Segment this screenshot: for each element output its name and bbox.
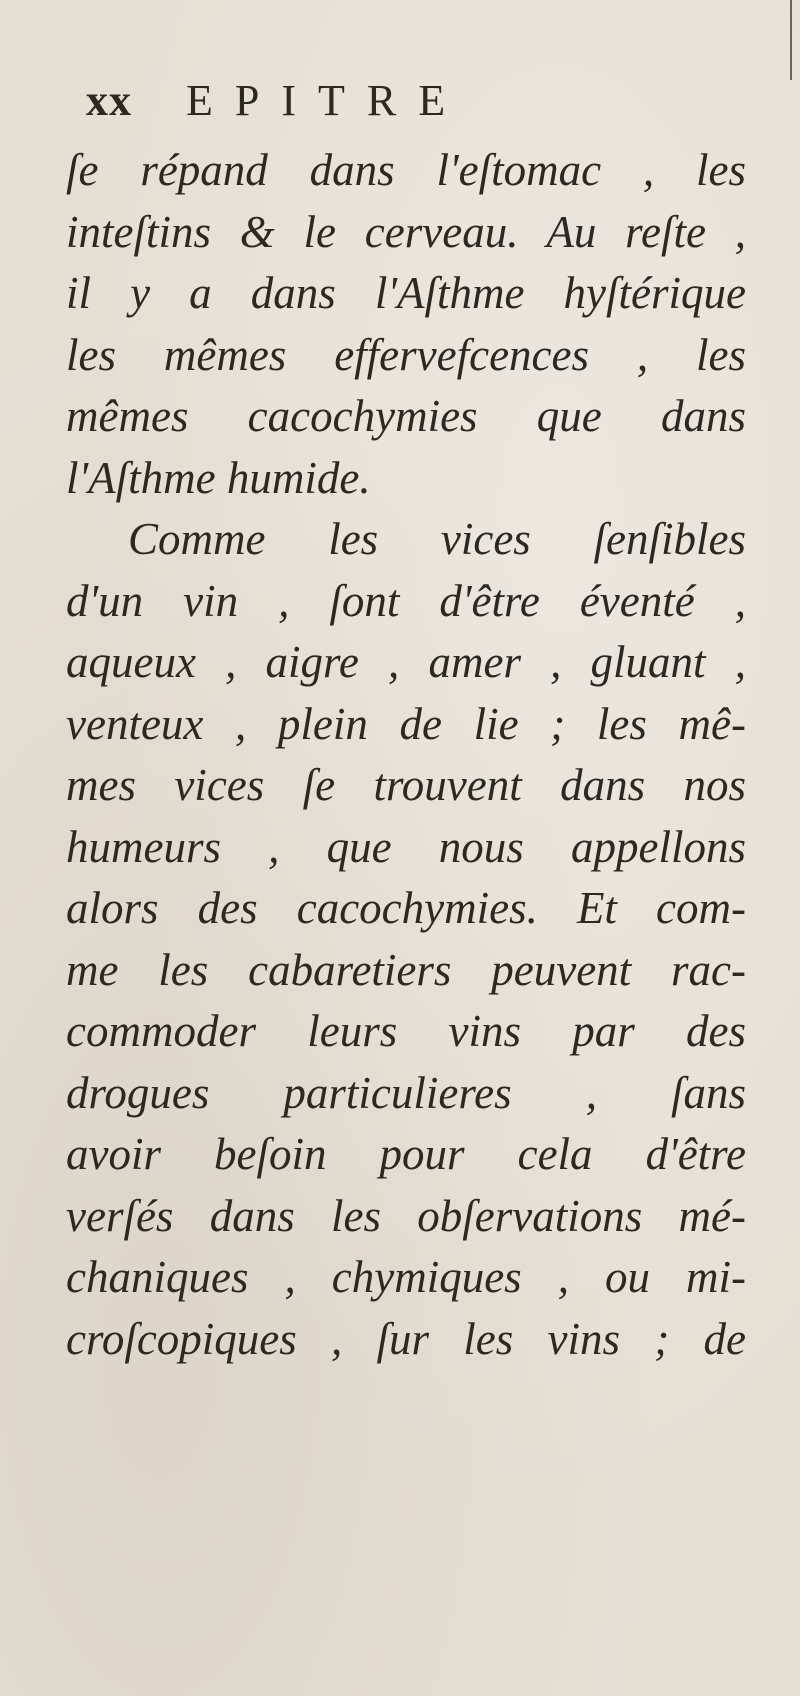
text-line: aqueux , aigre , amer , gluant , (66, 637, 746, 687)
text-line: mêmes cacochymies que dans (66, 391, 746, 441)
text-line: ſe répand dans l'eſtomac , les (66, 145, 746, 195)
text-line: verſés dans les obſervations mé- (66, 1190, 746, 1241)
page-header (86, 75, 686, 135)
text-line: commoder leurs vins par des (66, 1006, 746, 1056)
text-line: l'Aſthme humide. (66, 452, 371, 503)
text-line: drogues particulieres , ſans (66, 1067, 746, 1118)
text-line: humeurs , que nous appellons (66, 821, 746, 872)
body-text (66, 140, 746, 1370)
text-line: alors des cacochymies. Et com- (66, 883, 746, 933)
paragraph-start-line: Comme les vices ſenſibles (128, 514, 746, 564)
text-line: me les cabaretiers peuvent rac- (66, 944, 746, 995)
running-head: EPITRE (186, 76, 468, 125)
text-line: avoir beſoin pour cela d'être (66, 1129, 746, 1179)
page-edge-shadow (790, 0, 792, 80)
text-line: chaniques , chymiques , ou mi- (66, 1252, 746, 1302)
text-line: mes vices ſe trouvent dans nos (66, 760, 746, 810)
text-line: d'un vin , ſont d'être éventé , (66, 575, 746, 626)
text-line: inteſtins & le cerveau. Au reſte , (66, 206, 746, 257)
text-line: il y a dans l'Aſthme hyſtérique (66, 268, 746, 318)
text-line: venteux , plein de lie ; les mê- (66, 698, 746, 749)
text-line: croſcopiques , ſur les vins ; de (66, 1313, 746, 1364)
text-line: les mêmes effervefcences , les (66, 329, 746, 380)
page-number: xx (86, 76, 132, 125)
